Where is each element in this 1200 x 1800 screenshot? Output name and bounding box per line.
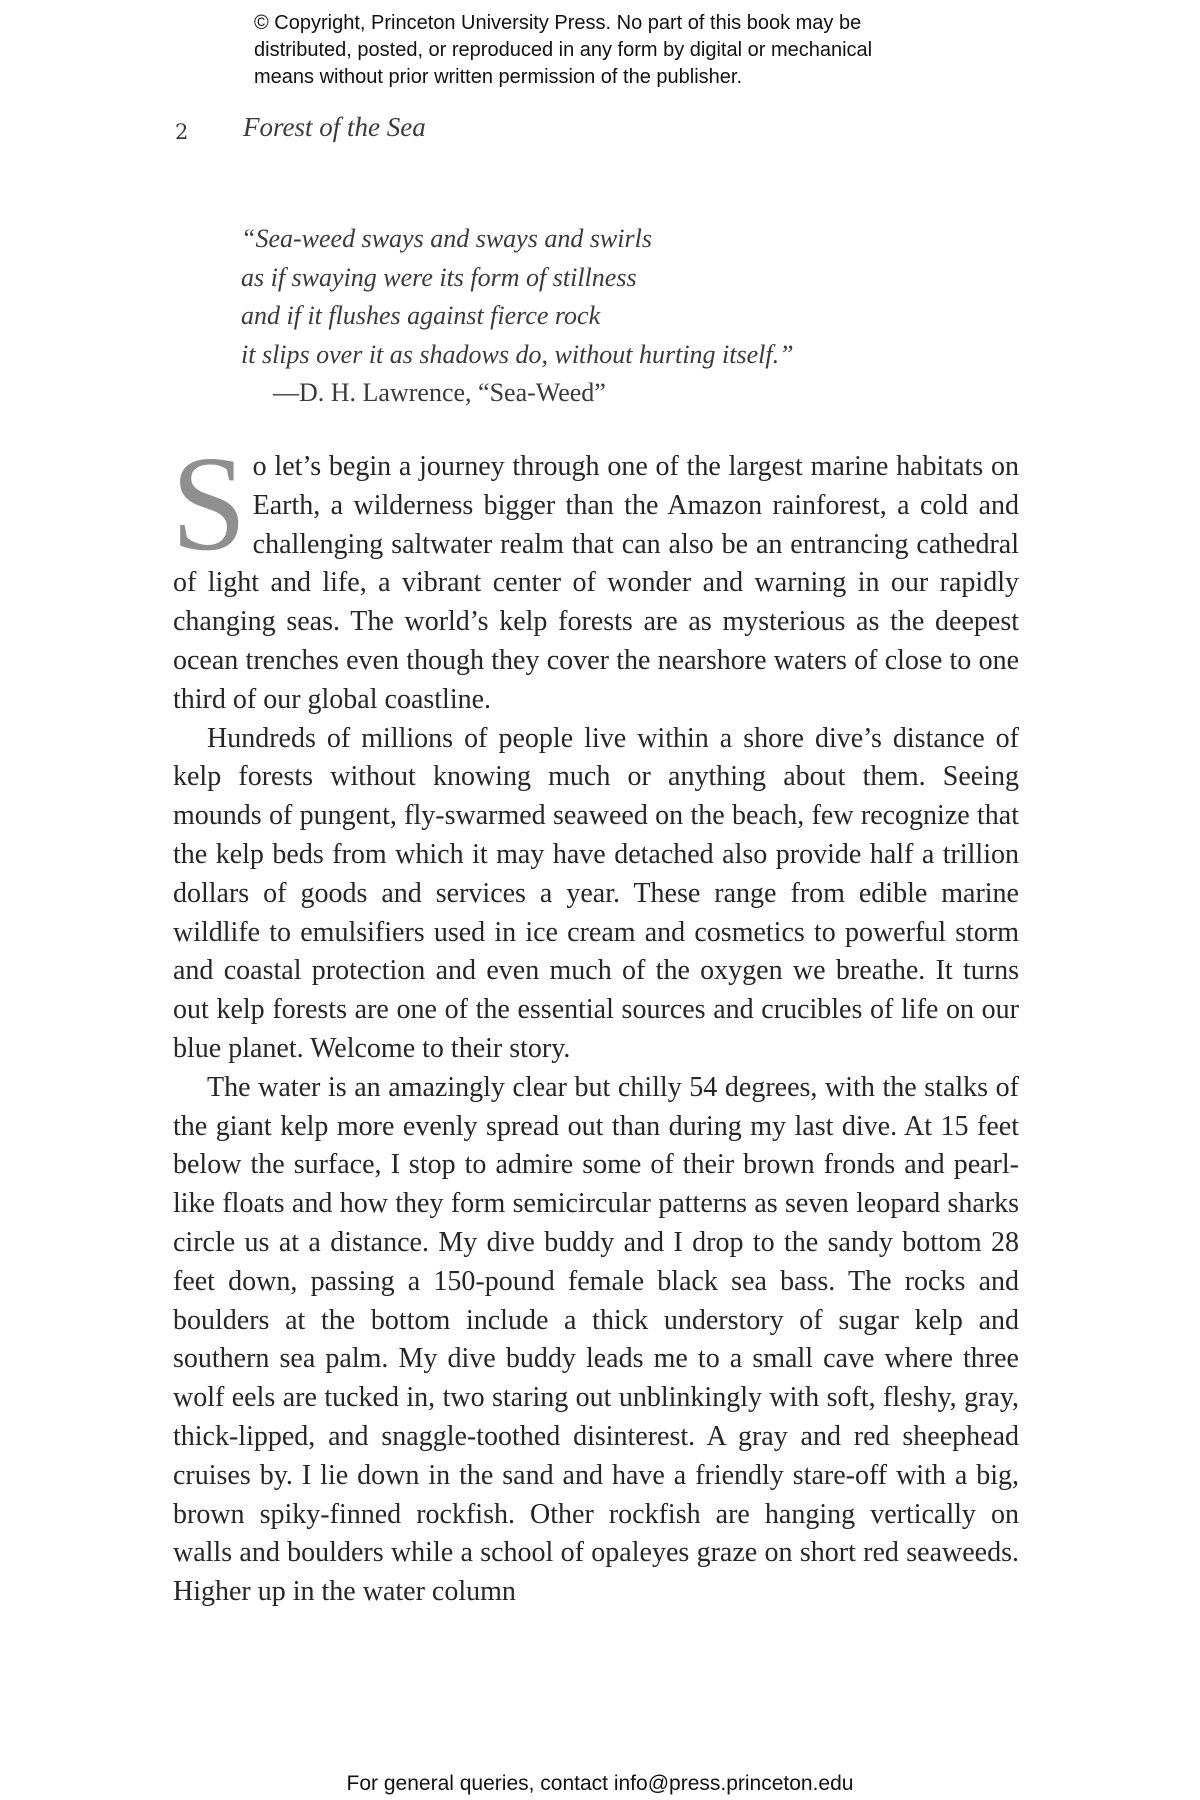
body-paragraph: Hundreds of millions of people live within a shore dive’s distance of kelp forests without knowing much or anything about them. Seeing mounds of pungent, fly-swarmed seaweed on the beach, few recognize that the kelp beds from which it may have detached also provide half a trillion dollars of goods and services a year. These range from edible marine wildlife to emulsifiers used in ice cream and cosmetics to powerful storm and coastal protection and even much of the oxygen we breathe. It turns out kelp forests are one of the essential sources and crucibles of life on our blue planet. Welcome to their story. xyxy=(173,722,1019,1064)
epigraph-line: as if swaying were its form of stillness xyxy=(241,262,637,292)
epigraph-attribution: —D. H. Lawrence, “Sea-Weed” xyxy=(273,378,606,407)
copyright-line: © Copyright, Princeton University Press. No part of this book may be xyxy=(254,12,862,34)
copyright-line: means without prior written permission of the publisher. xyxy=(254,66,743,88)
epigraph-line: and if it flushes against fierce rock xyxy=(241,301,601,330)
page-number: 2 xyxy=(175,120,189,144)
body-paragraph xyxy=(171,429,1019,720)
copyright-line: distributed, posted, or reproduced in any form by digital or mechanical xyxy=(254,39,873,61)
body-paragraph: The water is an amazingly clear but chilly 54 degrees, with the stalks of the giant kelp more evenly spread out than during my last dive. At 15 feet below the surface, I stop to admire some of their brown fronds and pearl-like floats and how they form semicircular patterns as seven leopard sharks circle us at a distance. My dive buddy and I drop to the sandy bottom 28 feet down, passing a 150-pound female black sea bass. The rocks and boulders at the bottom include a thick understory of sugar kelp and southern sea palm. My dive buddy leads me to a small cave where three wolf eels are tucked in, two staring out unblinkingly with soft, fleshy, gray, thick-lipped, and snaggle-toothed disinterest. A gray and red sheephead cruises by. I lie down in the sand and have a friendly stare-off with a big, brown spiky-finned rockfish. Other rockfish are hanging vertically on walls and boulders while a school of opaleyes graze on short red seaweeds. Higher up in the water column xyxy=(173,1071,1019,1608)
epigraph-line: it slips over it as shadows do, without hurting itself.” xyxy=(241,339,794,369)
drop-cap: S xyxy=(171,429,247,579)
epigraph-line: “Sea-weed sways and sways and swirls xyxy=(241,224,652,253)
running-head xyxy=(0,110,1200,150)
body-text xyxy=(171,429,1019,1612)
footer-contact: For general queries, contact info@press.princeton.edu xyxy=(346,1772,854,1795)
book-title: Forest of the Sea xyxy=(243,112,426,142)
epigraph xyxy=(241,220,941,413)
copyright-notice xyxy=(254,10,1014,91)
paragraph-text: o let’s begin a journey through one of the largest marine habitats on Earth, a wilderness bigger than the Amazon rainforest, a cold and challenging saltwater realm that can also be an entrancing cathedral of light and life, a vibrant center of wonder and warning in our rapidly changing seas. The world’s kelp forests are as mysterious as the deepest ocean trenches even though they cover the nearshore waters of close to one third of our global coastline. xyxy=(173,451,1019,715)
